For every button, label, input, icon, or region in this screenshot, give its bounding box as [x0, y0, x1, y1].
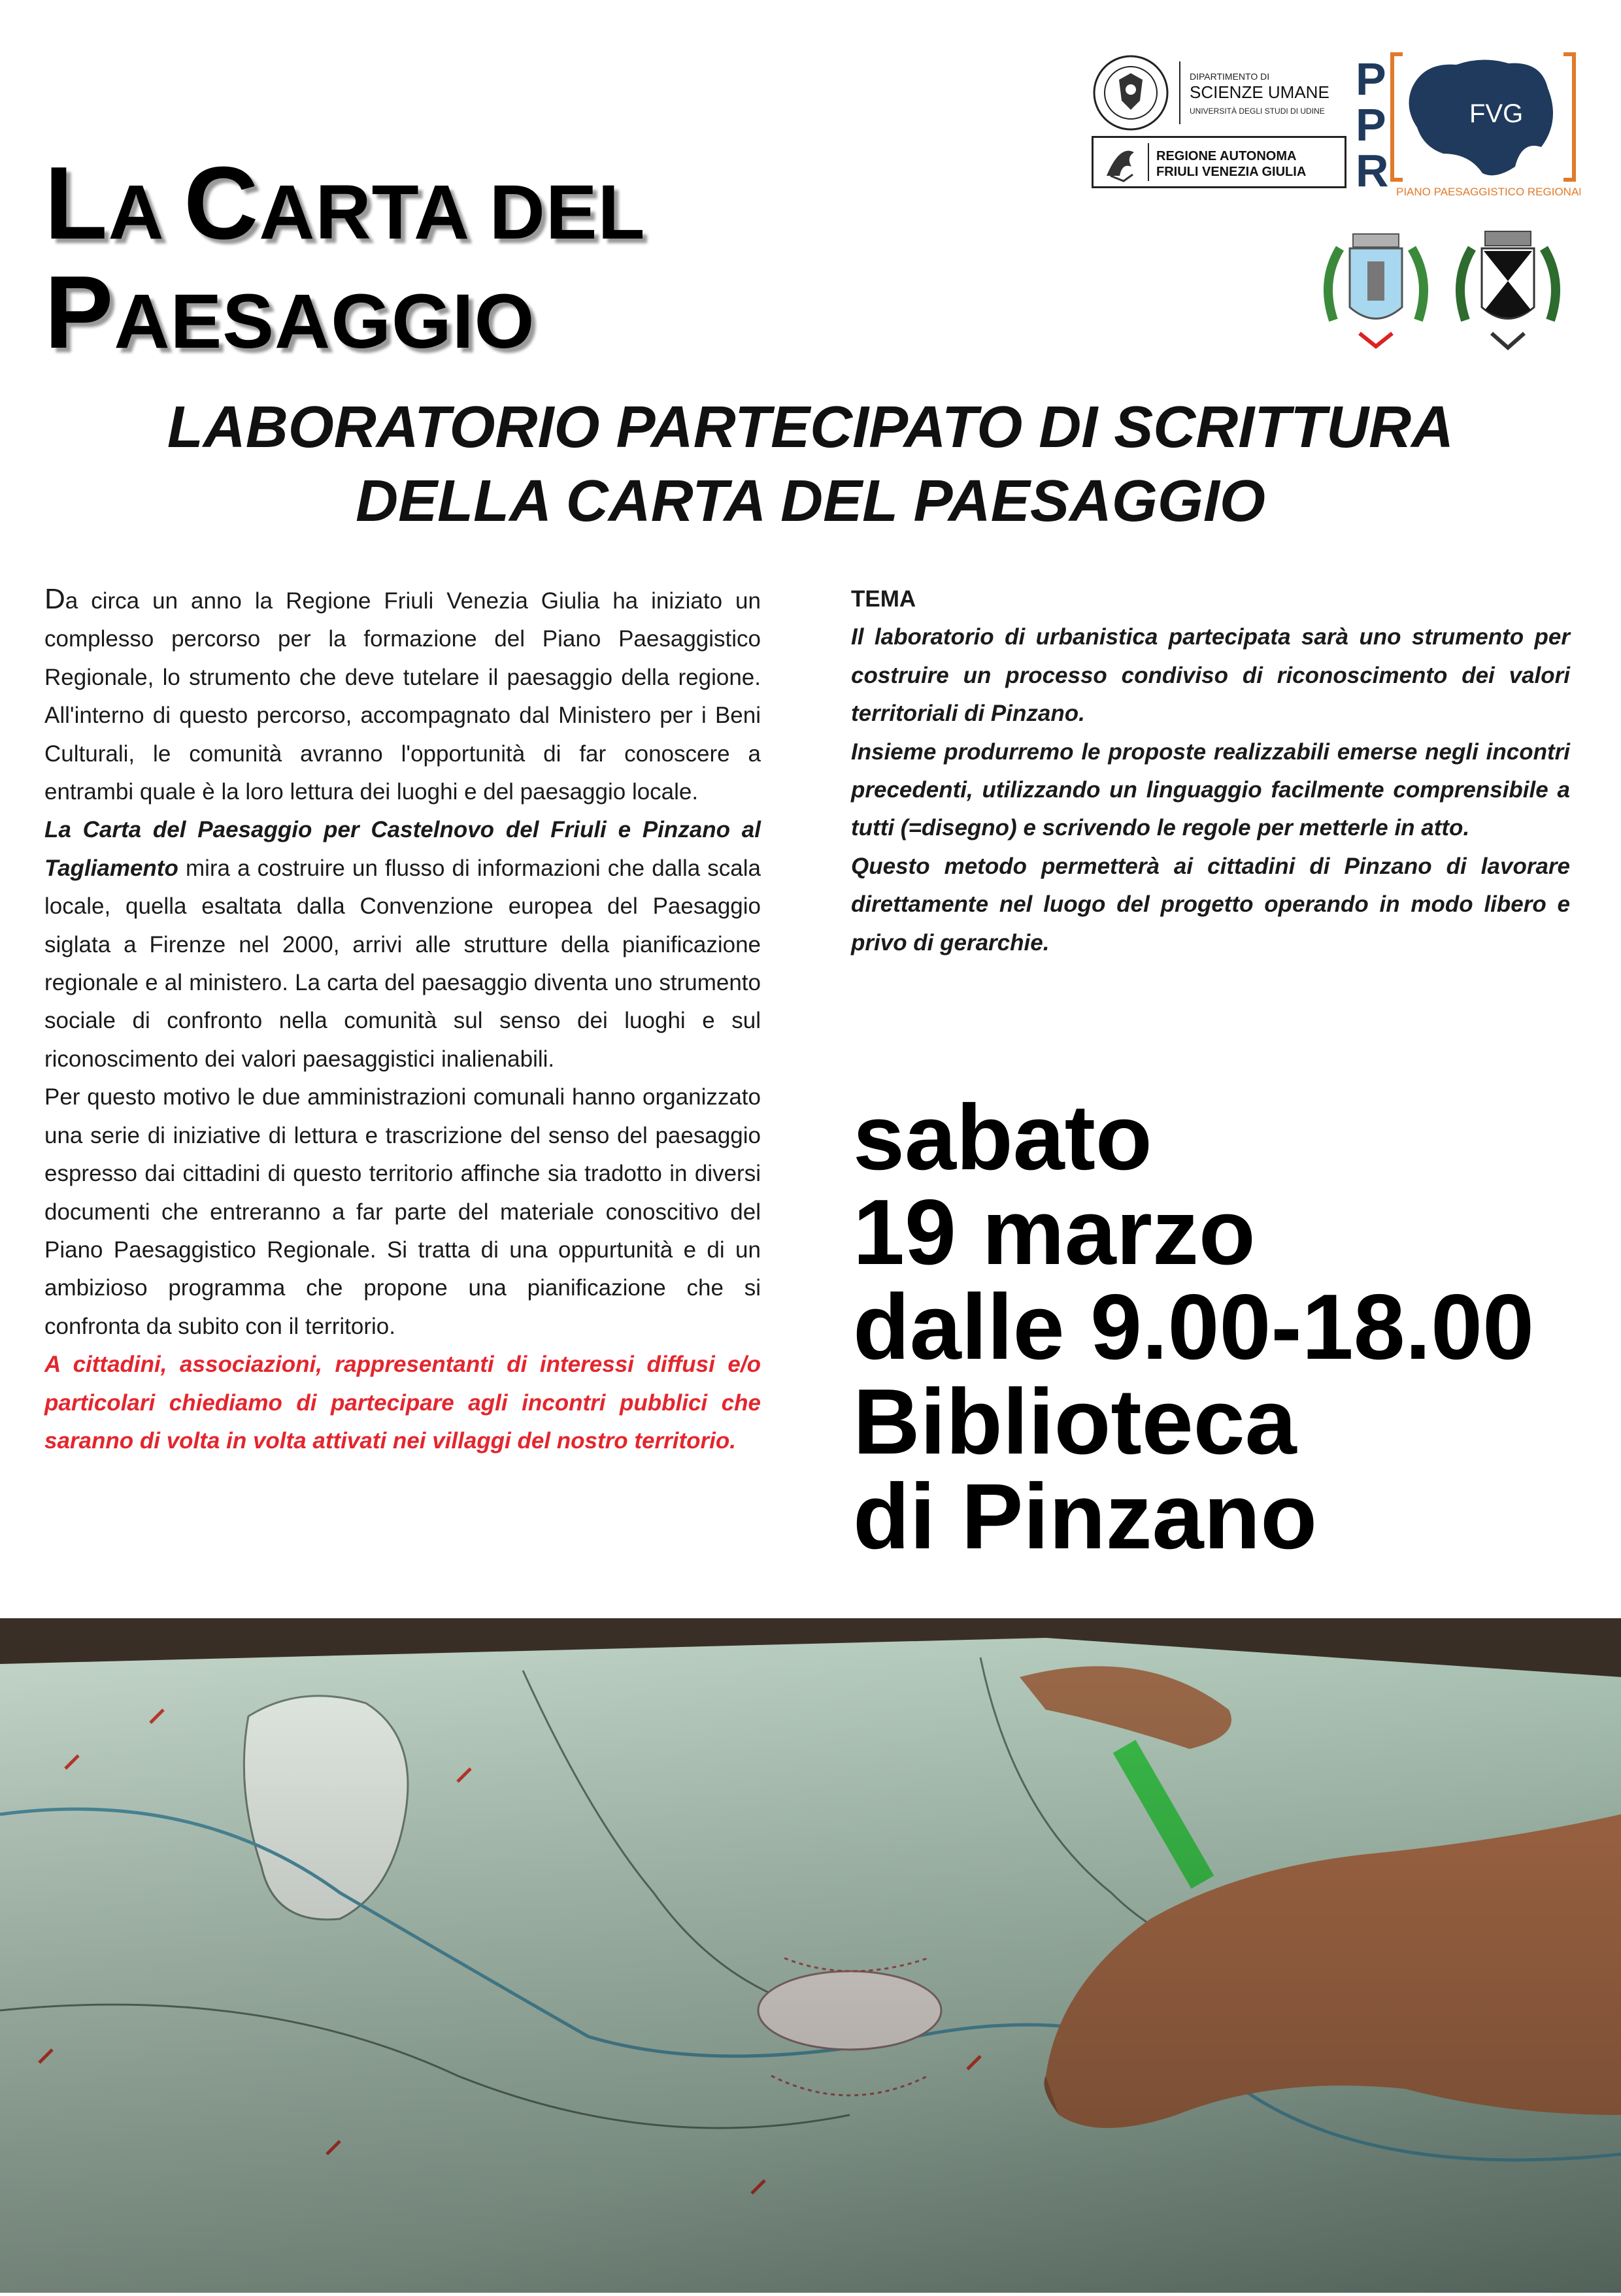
university-seal-icon	[1092, 54, 1346, 132]
poster-title	[44, 146, 881, 371]
ppr-logo	[1352, 49, 1580, 199]
eagle-icon	[1107, 151, 1134, 181]
event-day: sabato	[853, 1086, 1152, 1190]
intro-dropcap: D	[44, 583, 65, 615]
ppr-letter-r: R	[1356, 145, 1389, 196]
ppr-letter-p2: P	[1356, 99, 1386, 150]
dept-univ-label: UNIVERSITÀ DEGLI STUDI DI UDINE	[1190, 107, 1325, 116]
title-text-a: A	[108, 169, 184, 256]
castelnovo-crest	[1320, 222, 1431, 359]
map-workshop-photo	[0, 1618, 1621, 2293]
event-date: 19 marzo	[853, 1180, 1256, 1284]
region-line1: REGIONE AUTONOMA	[1156, 149, 1297, 163]
event-place-line2: di Pinzano	[853, 1465, 1317, 1569]
intro-paragraph-2-text: mira a costruire un flusso di informazioni che dalla scala locale, quella esaltata dalla Convenzione europea del Paesaggio siglata a Firenze nel 2000, arrivi alle strutture della pianificazione regionale e al ministero. La carta del paesaggio diventa uno strumento sociale di confronto nella comunità sul senso dei luoghi e sul riconoscimento dei valori paesaggistici inalienabili.	[44, 855, 761, 1072]
intro-paragraph-2	[44, 811, 761, 1078]
tema-paragraph-2: Insieme produrremo le proposte realizzabili emerse negli incontri precedenti, utilizzando un linguaggio facilmente comprensibile a tutti (=disegno) e scrivendo le regole per metterle in atto.	[851, 739, 1570, 841]
tema-paragraph-3: Questo metodo permetterà ai cittadini di Pinzano di lavorare direttamente nel luogo del progetto operando in modo libero e privo di gerarchie.	[851, 853, 1570, 956]
intro-paragraph-1-text: a circa un anno la Regione Friuli Venezia Giulia ha iniziato un complesso percorso per la formazione del Piano Paesaggistico Regionale, lo strumento che deve tutelare il paesaggio della regione. All'interno di questo percorso, accompagnato dal Ministero per i Beni Culturali, le comunità avranno l'opportunità di far conoscere a entrambi quale è la loro lettura dei luoghi e del paesaggio locale.	[44, 588, 761, 805]
event-place-line1: Biblioteca	[853, 1370, 1297, 1474]
title-text-arta-del: ARTA DEL	[259, 169, 646, 256]
crest-tower-icon	[1320, 222, 1431, 359]
university-logo	[1092, 54, 1346, 132]
subtitle-line2: DELLA CARTA DEL PAESAGGIO	[356, 468, 1265, 534]
title-cap-c: C	[184, 146, 259, 261]
intro-text-column	[44, 580, 761, 1460]
intro-paragraph-3: Per questo motivo le due amministrazioni comunali hanno organizzato una serie di iniziative di lettura e trascrizione del senso del paesaggio espresso dai cittadini di questo territorio affinche sia tradotto in diversi documenti che entreranno a far parte del materiale conoscitivo del Piano Paesaggistico Regionale. Si tratta di una oppurtunità e di un ambizioso programma che propone una pianificazione che si confronta da subito con il territorio.	[44, 1084, 761, 1339]
crest-hourglass-icon	[1452, 222, 1563, 359]
dept-name-label: SCIENZE UMANE	[1190, 82, 1329, 102]
region-logo	[1092, 136, 1346, 188]
tema-paragraph-1: Il laboratorio di urbanistica partecipata sarà uno strumento per costruire un processo condiviso di riconoscimento dei valori territoriali di Pinzano.	[851, 624, 1570, 727]
intro-paragraph-2-italic: La Carta del Paesaggio per Castelnovo del Friuli e Pinzano al Tagliamento	[44, 817, 761, 881]
event-details	[853, 1086, 1611, 1569]
title-cap-l: L	[44, 146, 109, 261]
fvg-label: FVG	[1469, 99, 1524, 128]
ppr-caption: PIANO PAESAGGISTICO REGIONALE	[1396, 186, 1580, 198]
title-text-aesaggio: AESAGGIO	[114, 278, 535, 365]
region-line2: FRIULI VENEZIA GIULIA	[1156, 165, 1307, 179]
tema-heading: TEMA	[851, 586, 916, 612]
pinzano-crest	[1452, 222, 1563, 359]
intro-paragraph-1	[44, 580, 761, 811]
tema-column	[851, 580, 1570, 962]
event-time: dalle 9.00-18.00	[853, 1275, 1535, 1379]
dept-small-label: DIPARTIMENTO DI	[1190, 71, 1270, 82]
subtitle	[39, 391, 1582, 538]
subtitle-line1: LABORATORIO PARTECIPATO DI SCRITTURA	[167, 395, 1454, 460]
invitation-paragraph: A cittadini, associazioni, rappresentanti di interessi diffusi e/o particolari chiediamo di partecipare agli incontri pubblici che saranno di volta in volta attivati nei villaggi del nostro territorio.	[44, 1352, 761, 1454]
title-cap-p: P	[44, 255, 114, 371]
ppr-letter-p1: P	[1356, 54, 1386, 105]
